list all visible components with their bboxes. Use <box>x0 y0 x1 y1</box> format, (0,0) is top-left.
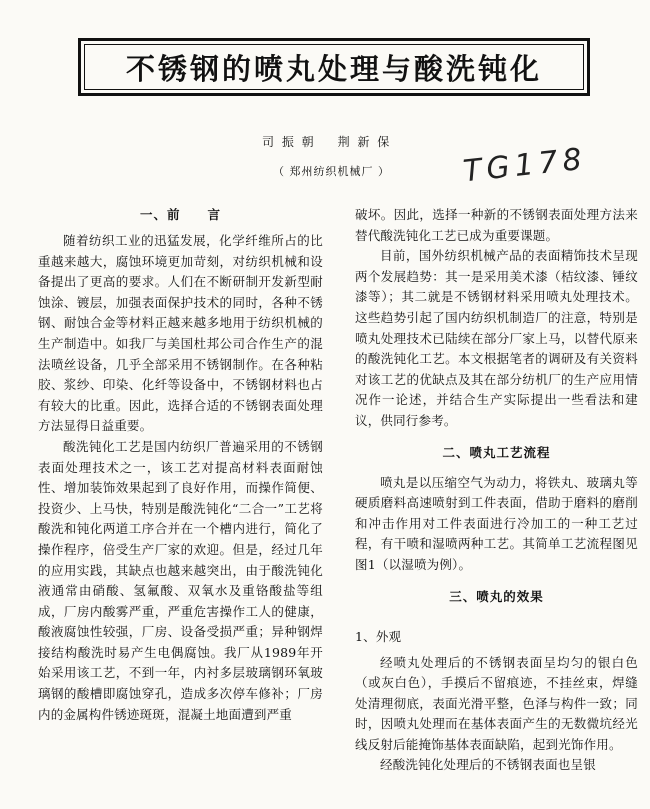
article-title: 不锈钢的喷丸处理与酸洗钝化 <box>125 51 542 86</box>
column-right <box>355 205 638 776</box>
handwritten-classification: TG178 <box>461 141 589 190</box>
author-name: 荆 新 保 <box>337 135 392 149</box>
paragraph: 随着纺织工业的迅猛发展，化学纤维所占的比重越来越大，腐蚀环境更加苛刻，对纺织机械和设备提出了更高的要求。人们在不断研制开发新型耐蚀涂、镀层，加强表面保护技术的同时，各种不锈钢、耐蚀合金等材料正越来越多地用于纺织机械的生产制造中。如我厂与美国杜邦公司合作生产的混法喷丝设备，几乎全部采用不锈钢制作。在各种粘胶、浆纱、印染、化纤等设备中，不锈钢材料也占有较大的比重。因此，选择合适的不锈钢表面处理方法显得日益重要。 <box>38 233 323 434</box>
section-heading: 二、喷丸工艺流程 <box>442 444 551 460</box>
paragraph: 喷丸是以压缩空气为动力，将铁丸、玻璃丸等硬质磨料高速喷射到工件表面，借助于磨料的磨削和冲击作用对工件表面进行冷加工的一种工艺过程，有干喷和湿喷两种工艺。其简单工艺流程图见图1（以湿喷为例）。 <box>355 474 638 572</box>
column-left <box>38 205 323 725</box>
paragraph: 目前，国外纺织机械产品的表面精饰技术呈现两个发展趋势：其一是采用美术漆（桔纹漆、锤纹漆等）；其二就是不锈钢材料采用喷丸处理技术。这些趋势引起了国内纺织机制造厂的注意，特别是喷丸处理技术已陆续在部分厂家上马，以替代原来的酸洗钝化工艺。本文根据笔者的调研及有关资料对该工艺的优缺点及其在部分纺机厂的生产应用情况作一论述，并结合生产实际提出一些看法和建议，供同行参考。 <box>355 248 638 428</box>
author-line <box>262 133 391 150</box>
author-name: 司 振 朝 <box>262 135 316 149</box>
paragraph: 经喷丸处理后的不锈钢表面呈均匀的银白色（或灰白色），手摸后不留痕迹，不挂丝束，焊缝处清理彻底，表面光滑平整，色泽与构件一致；同时，因喷丸处理而在基体表面产生的无数微坑经光线反射后能掩饰基体表面缺陷，起到光饰作用。 <box>355 654 638 752</box>
section-heading: 三、喷丸的效果 <box>449 588 544 604</box>
paragraph: 酸洗钝化工艺是国内纺织厂普遍采用的不锈钢表面处理技术之一，该工艺对提高材料表面耐蚀性、增加装饰效果起到了良好作用，而操作简便、投资少、上马快，特别是酸洗钝化“二合一”工艺将酸洗和钝化两道工序合并在一个槽内进行，简化了操作程序，倍受生产厂家的欢迎。但是，经过几年的应用实践，其缺点也越来越突出，由于酸洗钝化液通常由硝酸、氢氟酸、双氧水及重铬酸盐等组成，厂房内酸雾严重，严重危害操作工人的健康，酸液腐蚀性较强，厂房、设备受损严重；异种钢焊接结构酸洗时易产生电偶腐蚀。我厂从1989年开始采用该工艺，不到一年，内衬多层玻璃钢环氧玻璃钢的酸槽即腐蚀穿孔，造成多次停车修补；厂房内的金属构件锈迹斑斑，混凝土地面遭到严重 <box>38 438 323 722</box>
subsection-heading: 1、外观 <box>355 628 402 644</box>
paragraph-continued: 破坏。因此，选择一种新的不锈钢表面处理方法来替代酸洗钝化工艺已成为重要课题。 <box>355 207 638 243</box>
title-frame <box>78 38 590 96</box>
paragraph: 经酸洗钝化处理后的不锈钢表面也呈银 <box>380 757 596 773</box>
section-heading: 一、前 言 <box>139 207 221 222</box>
affiliation: （ 郑州纺织机械厂 ） <box>273 165 390 178</box>
